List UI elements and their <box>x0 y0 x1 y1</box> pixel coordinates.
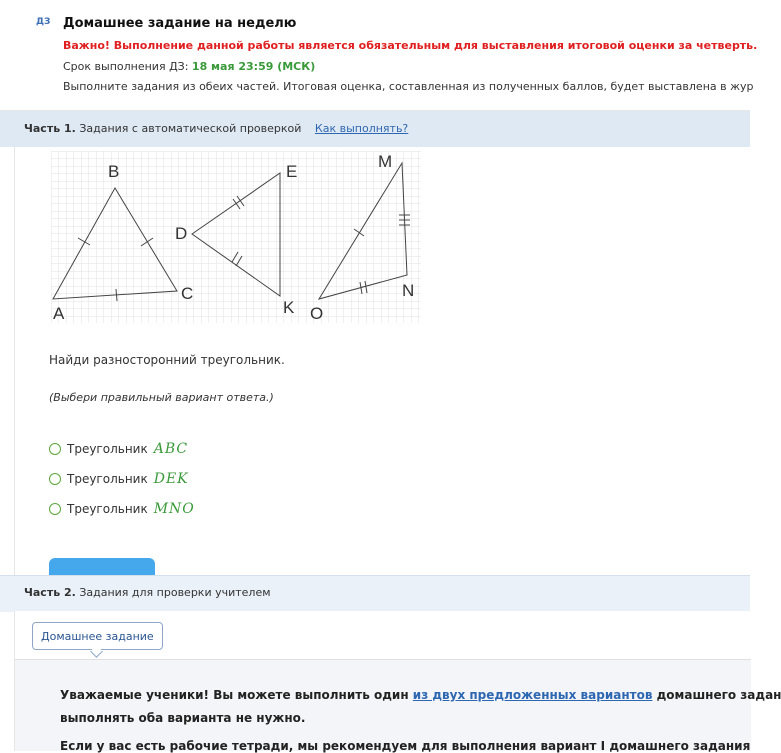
task-area <box>14 147 751 575</box>
deadline-label: Срок выполнения ДЗ: <box>63 60 189 73</box>
part1-label: Часть 1. <box>24 122 76 135</box>
option-abc[interactable] <box>49 439 188 459</box>
part2-label: Часть 2. <box>24 586 76 599</box>
deadline-value: 18 мая 23:59 (МСК) <box>191 60 316 73</box>
radio-abc[interactable] <box>49 443 61 455</box>
tab-homework[interactable]: Домашнее задание <box>32 622 163 650</box>
option-math: ABC <box>153 441 189 457</box>
homework-instruction: Выполните задания из обеих частей. Итоговая оценка, составленная из полученных баллов, будет выставлена в жур <box>63 80 754 93</box>
option-label: Треугольник <box>67 502 148 516</box>
variants-link[interactable]: из двух предложенных вариантов <box>412 688 653 702</box>
radio-dek[interactable] <box>49 473 61 485</box>
label-e: E <box>286 162 298 181</box>
message-line-3: Если у вас есть рабочие тетради, мы рекомендуем для выполнения вариант I домашнего задания <box>60 739 751 753</box>
homework-warning: Важно! Выполнение данной работы является обязательным для выставления итоговой оценки за четверть. <box>63 39 758 52</box>
label-a: A <box>53 304 65 323</box>
label-c: C <box>181 284 194 303</box>
homework-tag: ДЗ <box>36 17 51 27</box>
figure-grid <box>51 151 421 323</box>
homework-deadline <box>63 60 315 73</box>
part1-title <box>24 122 408 135</box>
label-d: D <box>175 224 188 243</box>
message-line-2: выполнять оба варианта не нужно. <box>60 711 306 725</box>
label-b: B <box>108 162 120 181</box>
message-line-1 <box>60 688 781 702</box>
teacher-message <box>14 660 781 753</box>
option-mno[interactable] <box>49 499 195 519</box>
question-text: Найди разносторонний треугольник. <box>49 353 285 367</box>
homework-title: Домашнее задание на неделю <box>63 16 297 31</box>
option-dek[interactable] <box>49 469 189 489</box>
option-math: DEK <box>153 471 189 487</box>
label-o: O <box>310 304 324 323</box>
label-n: N <box>402 281 415 300</box>
how-to-link[interactable]: Как выполнять? <box>314 122 409 135</box>
label-m: M <box>378 152 393 171</box>
triangles-figure <box>51 151 421 323</box>
message-text-1a: Уважаемые ученики! Вы можете выполнить один <box>60 688 413 702</box>
part2-header <box>0 575 750 612</box>
part2-tabbar <box>14 611 751 660</box>
label-k: K <box>283 298 295 317</box>
part1-text: Задания с автоматической проверкой <box>79 122 302 135</box>
option-label: Треугольник <box>67 472 148 486</box>
part1-header <box>0 111 750 147</box>
radio-mno[interactable] <box>49 503 61 515</box>
message-text-1b: домашнего задан <box>652 688 781 702</box>
part2-title <box>24 586 271 599</box>
option-math: MNO <box>153 501 195 517</box>
homework-header <box>0 0 758 111</box>
part2-text: Задания для проверки учителем <box>79 586 271 599</box>
option-label: Треугольник <box>67 442 148 456</box>
question-hint: (Выбери правильный вариант ответа.) <box>49 391 274 404</box>
